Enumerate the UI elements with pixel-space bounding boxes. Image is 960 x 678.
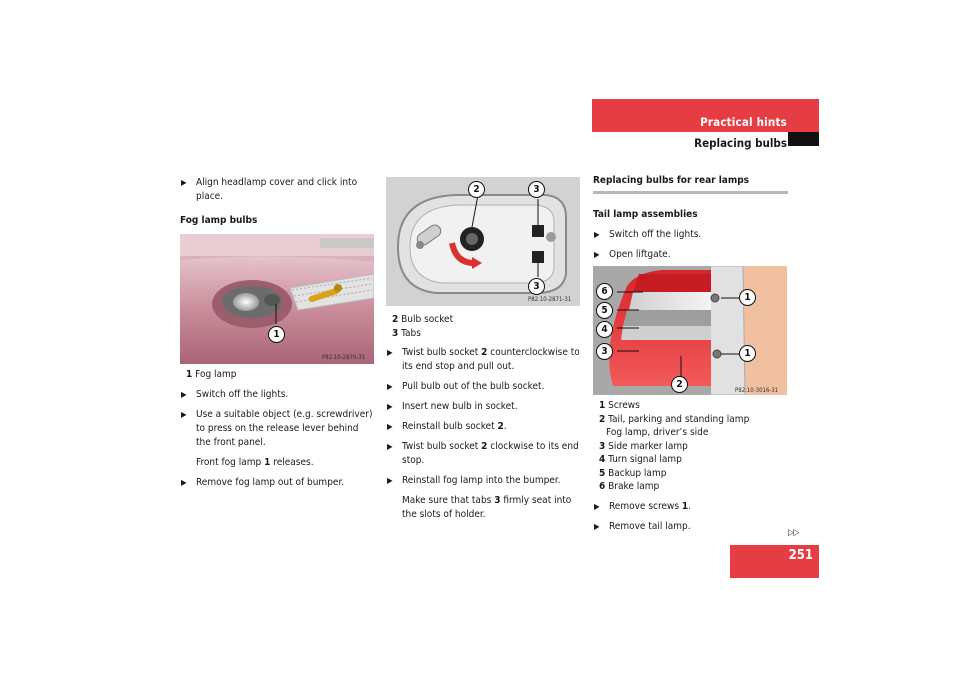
column-3: [593, 174, 788, 268]
callout-screw-top: 1: [739, 289, 756, 306]
step-remove-fog: ▶ Remove fog lamp out of bumper.: [181, 476, 345, 488]
legend-item: 5 Backup lamp: [599, 467, 667, 479]
page-number-box: [730, 545, 819, 578]
callout-tab-top: 3: [528, 181, 545, 198]
header-marker: [788, 132, 819, 146]
step-remove-tail: ▶ Remove tail lamp.: [594, 520, 691, 532]
bullet-triangle-icon: ▶: [387, 442, 393, 451]
legend-fog: [180, 368, 376, 382]
callout-turn-signal: 4: [596, 321, 613, 338]
legend-item: 1 Screws: [599, 400, 640, 411]
subsection-title-box: [592, 132, 788, 152]
step-reinstall-socket: ▶ Reinstall bulb socket 2.: [387, 421, 507, 432]
legend-item: 3 Tabs: [392, 327, 421, 339]
bullet-triangle-icon: ▶: [387, 382, 393, 391]
rear-lamps-title: Replacing bulbs for rear lamps: [593, 174, 788, 194]
tail-lamp-illustration: [593, 266, 787, 395]
legend-item: Fog lamp, driver’s side: [606, 427, 709, 438]
fog-lamp-figure: [180, 234, 374, 364]
step-insert-bulb: ▶ Insert new bulb in socket.: [387, 401, 518, 412]
column-2: [386, 313, 582, 528]
figure-code: P82.10-3016-31: [735, 387, 779, 394]
bullet-triangle-icon: ▶: [387, 422, 393, 431]
section-header-bar: [592, 99, 819, 132]
column-1: [180, 176, 376, 234]
continue-arrows-icon: ▷▷: [788, 528, 799, 538]
fog-lamp-heading: Fog lamp bulbs: [180, 215, 258, 226]
step-open-liftgate: ▶ Open liftgate.: [594, 249, 671, 260]
step-twist-cw: ▶ Twist bulb socket 2 clockwise to its end stop.: [387, 441, 579, 466]
step-reinstall-fog: ▶ Reinstall fog lamp into the bumper.: [387, 475, 561, 486]
page-number: 251: [788, 548, 813, 563]
fog-lamp-illustration: [180, 234, 374, 364]
legend-item: 1 Fog lamp: [186, 369, 237, 380]
legend-tail: [593, 399, 788, 494]
callout-screw-bottom: 1: [739, 345, 756, 362]
bullet-triangle-icon: ▶: [594, 521, 600, 531]
step-use-object: ▶ Use a suitable object (e.g. screwdriver) to press on the release lever behind the front panel.: [181, 408, 373, 448]
step-remove-screws: ▶ Remove screws 1.: [594, 500, 691, 512]
note-releases: Front fog lamp 1 releases.: [196, 456, 314, 468]
bullet-triangle-icon: ▶: [387, 476, 393, 485]
bullet-triangle-icon: ▶: [387, 402, 393, 411]
bullet-triangle-icon: ▶: [594, 250, 600, 259]
figure-code: P82.10-2870-31: [322, 354, 366, 361]
legend-item: 3 Side marker lamp: [599, 440, 688, 452]
column-3-lower: [593, 399, 788, 540]
figure-code: P82.10-2871-31: [528, 296, 572, 303]
callout-brake-lamp: 6: [596, 283, 613, 300]
legend-item: 4 Turn signal lamp: [599, 454, 682, 465]
note-tabs: Make sure that tabs 3 firmly seat into the slots of holder.: [402, 495, 572, 520]
bullet-triangle-icon: ▶: [181, 178, 187, 187]
tail-lamp-figure: [593, 266, 787, 395]
step-pull-bulb: ▶ Pull bulb out of the bulb socket.: [387, 381, 545, 392]
bullet-triangle-icon: ▶: [594, 230, 600, 239]
step-twist-ccw: ▶ Twist bulb socket 2 counterclockwise to its end stop and pull out.: [387, 347, 580, 372]
section-title: Practical hints: [700, 115, 787, 129]
callout-backup-lamp: 5: [596, 302, 613, 319]
step-align-cover: ▶ Align headlamp cover and click into place.: [181, 177, 358, 202]
bullet-triangle-icon: ▶: [181, 389, 187, 399]
column-1-lower: [180, 368, 376, 496]
legend-socket: [386, 313, 582, 340]
bullet-triangle-icon: ▶: [387, 348, 393, 357]
legend-item: 2 Tail, parking and standing lamp: [599, 413, 750, 425]
bullet-triangle-icon: ▶: [181, 409, 187, 419]
bulb-socket-figure: [386, 177, 580, 306]
legend-item: 2 Bulb socket: [392, 314, 454, 325]
bullet-triangle-icon: ▶: [181, 477, 187, 487]
subsection-title: Replacing bulbs: [694, 136, 787, 150]
bullet-triangle-icon: ▶: [594, 501, 600, 511]
tail-lamp-heading: Tail lamp assemblies: [593, 209, 698, 220]
step-lights-off-rear: ▶ Switch off the lights.: [594, 229, 702, 240]
legend-item: 6 Brake lamp: [599, 481, 660, 492]
step-lights-off: ▶ Switch off the lights.: [181, 388, 289, 400]
bulb-socket-illustration: [386, 177, 580, 306]
callout-bulb-socket: 2: [468, 181, 485, 198]
callout-fog-lamp: 1: [268, 326, 285, 343]
callout-tab-bottom: 3: [528, 278, 545, 295]
callout-tail-lamp: 2: [671, 376, 688, 393]
callout-side-marker: 3: [596, 343, 613, 360]
